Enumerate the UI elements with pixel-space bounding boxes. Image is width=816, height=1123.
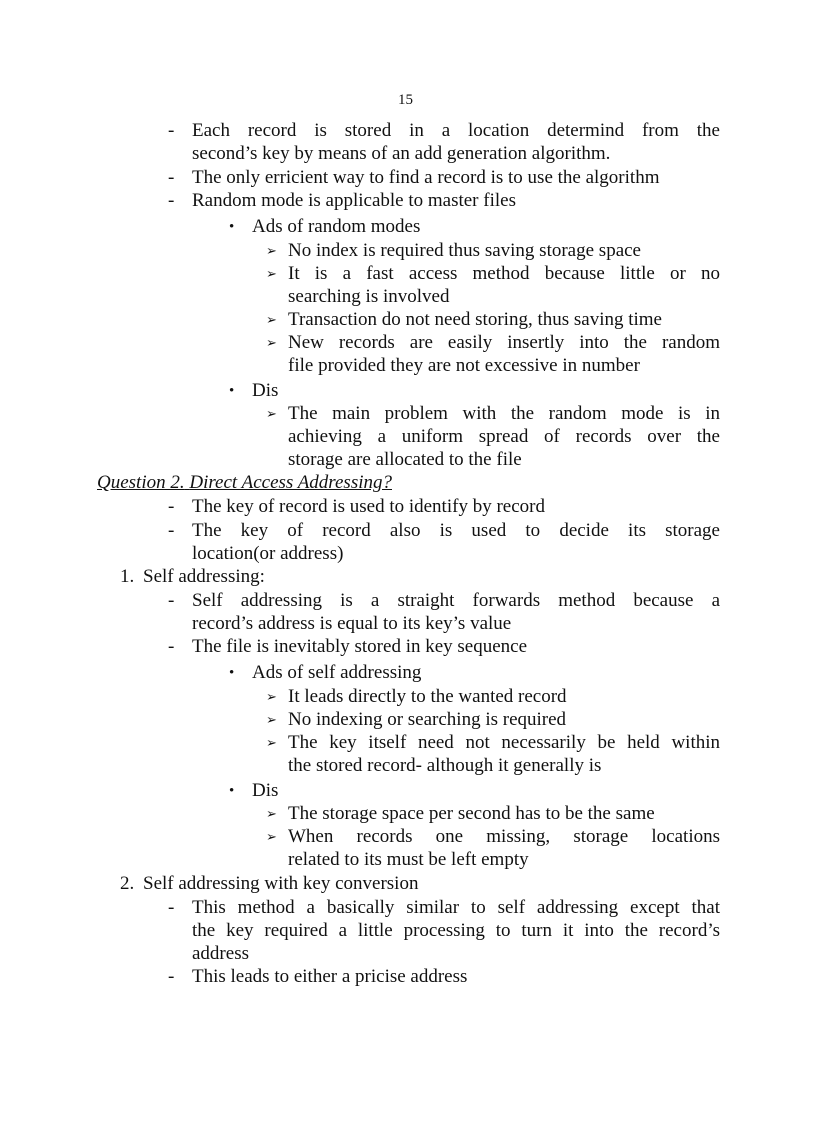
dash-marker: - [168,897,175,918]
text-line: The key of record is used to identify by record [192,496,545,517]
text-line: Each record is stored in a location determind from the [192,120,720,141]
arrow-bullet-icon: ➢ [266,806,277,821]
arrow-bullet-icon: ➢ [266,335,277,350]
dash-marker: - [168,167,175,188]
dash-marker: - [168,520,175,541]
arrow-bullet-icon: ➢ [266,266,277,281]
text-line: searching is involved [288,286,450,307]
list-number: 1. [120,566,135,587]
text-line: record’s address is equal to its key’s value [192,613,512,634]
text-line: This method a basically similar to self addressing except that [192,897,720,918]
text-line: location(or address) [192,543,344,564]
text-line: The key of record also is used to decide its storage [192,520,720,541]
text-line: No index is required thus saving storage space [288,240,641,261]
section-heading: Self addressing: [143,566,265,587]
arrow-bullet-icon: ➢ [266,312,277,327]
section-heading: Self addressing with key conversion [143,873,419,894]
arrow-bullet-icon: ➢ [266,406,277,421]
text-line: Ads of random modes [252,216,421,237]
dash-marker: - [168,636,175,657]
arrow-bullet-icon: ➢ [266,712,277,727]
text-line: It is a fast access method because little or no [288,263,720,284]
text-line: Transaction do not need storing, thus saving time [288,309,662,330]
question-title: Direct Access Addressing? [189,472,392,493]
text-line: Random mode is applicable to master files [192,190,516,211]
text-line: The storage space per second has to be the same [288,803,655,824]
text-line: When records one missing, storage locations [288,826,720,847]
dash-marker: - [168,590,175,611]
dash-marker: - [168,190,175,211]
text-line: achieving a uniform spread of records over the [288,426,720,447]
text-line: The key itself need not necessarily be held within [288,732,720,753]
text-line: the key required a little processing to turn it into the record’s [192,920,720,941]
bullet-marker: • [229,383,235,399]
text-line: The only erricient way to find a record is to use the algorithm [192,167,660,188]
dash-marker: - [168,966,175,987]
text-line: It leads directly to the wanted record [288,686,567,707]
arrow-bullet-icon: ➢ [266,735,277,750]
dash-marker: - [168,120,175,141]
arrow-bullet-icon: ➢ [266,243,277,258]
list-number: 2. [120,873,135,894]
text-line: file provided they are not excessive in number [288,355,640,376]
bullet-marker: • [229,783,235,799]
text-line: related to its must be left empty [288,849,529,870]
text-line: storage are allocated to the file [288,449,522,470]
arrow-bullet-icon: ➢ [266,689,277,704]
text-line: New records are easily insertly into the random [288,332,720,353]
text-line: The main problem with the random mode is in [288,403,720,424]
text-line: address [192,943,249,964]
text-line: Dis [252,780,279,801]
text-line: This leads to either a pricise address [192,966,468,987]
bullet-marker: • [229,219,235,235]
bullet-marker: • [229,665,235,681]
question-heading [97,472,392,494]
text-line: Self addressing is a straight forwards method because a [192,590,720,611]
text-line: the stored record- although it generally is [288,755,602,776]
question-number: Question 2. [97,472,185,493]
text-line: second’s key by means of an add generation algorithm. [192,143,611,164]
arrow-bullet-icon: ➢ [266,829,277,844]
text-line: Ads of self addressing [252,662,422,683]
dash-marker: - [168,496,175,517]
text-line: Dis [252,380,279,401]
text-line: The file is inevitably stored in key sequence [192,636,528,657]
text-line: No indexing or searching is required [288,709,567,730]
page-number: 15 [398,92,413,108]
